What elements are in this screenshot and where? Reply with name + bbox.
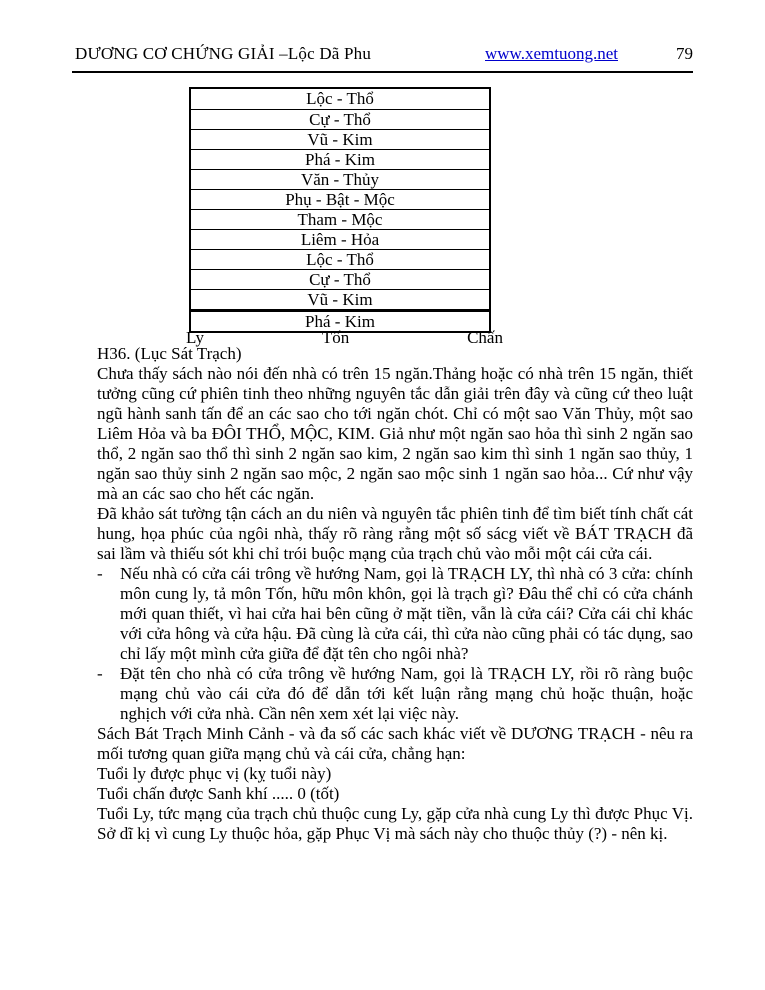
bullet-marker: - xyxy=(97,564,103,583)
bullet-marker: - xyxy=(97,664,103,683)
table-row: Lộc - Thổ xyxy=(191,249,489,269)
document-title: DƯƠNG CƠ CHỨNG GIẢI –Lộc Dã Phu xyxy=(75,44,372,63)
page-number: 79 xyxy=(676,44,693,63)
note-line: Tuổi chấn được Sanh khí ..... 0 (tốt) xyxy=(97,784,340,803)
paragraph: Tuổi Ly, tức mạng của trạch chủ thuộc cung Ly, gặp cửa nhà cung Ly thì được Phục Vị. Sở dĩ kị vì cung Ly thuộc hỏa, gặp Phục Vị mà sách này cho thuộc thủy (?) - nên kị. xyxy=(97,804,693,843)
note-line: Tuổi ly được phục vị (kỵ tuổi này) xyxy=(97,764,332,783)
paragraph: Đã khảo sát tường tận cách an du niên và nguyên tắc phiên tinh để tìm biết tính chất cát hung, họa phúc của ngôi nhà, thấy rõ ràng rằng một số sácg viết về BÁT TRẠCH đã sai lầm và thiếu sót khi chỉ trói buộc mạng của trạch chủ vào mỗi một cái cửa cái. xyxy=(97,504,693,563)
list-item-text: Đặt tên cho nhà có cửa trông về hướng Nam, gọi là TRẠCH LY, rồi rõ ràng buộc mạng chủ vào cái cửa đó để dẫn tới kết luận rằng mạng chủ hoặc thuận, hoặc nghịch với cửa nhà. Cần nên xem xét lại việc này. xyxy=(120,664,693,723)
table-row: Văn - Thủy xyxy=(191,169,489,189)
table-row: Liêm - Hỏa xyxy=(191,229,489,249)
star-element-table xyxy=(189,87,491,333)
paragraph: Sách Bát Trạch Minh Cảnh - và đa số các sach khác viết về DƯƠNG TRẠCH - nêu ra mối tương quan giữa mạng chủ và cái cửa, chẳng hạn: xyxy=(97,724,693,763)
table-row: Lộc - Thổ xyxy=(306,89,374,108)
table-row: Phá - Kim xyxy=(191,309,489,331)
trigram-label-ly: Ly xyxy=(186,328,204,347)
table-row: Cự - Thổ xyxy=(191,109,489,129)
table-row: Vũ - Kim xyxy=(191,129,489,149)
table-row: Phụ - Bật - Mộc xyxy=(191,189,489,209)
paragraph: Chưa thấy sách nào nói đến nhà có trên 15 ngăn.Thảng hoặc có nhà trên 15 ngăn, thiết tưởng cũng cứ phiên tinh theo những nguyên tắc dẫn giải trên đây và cũng cứ theo luật ngũ hành sanh tấn để an các sao cho tới ngăn chót. Chỉ có một sao Văn Thủy, một sao Liêm Hỏa và ba ĐÔI THỔ, MỘC, KIM. Giả như một ngăn sao hỏa thì sinh 2 ngăn sao thổ, 2 ngăn sao thổ thì sinh 2 ngăn sao kim, 2 ngăn sao kim thì sinh 1 ngăn sao thủy, 1 ngăn sao thủy sinh 2 ngăn sao mộc, 2 ngăn sao mộc sinh 1 ngăn sao hỏa... Cứ như vậy mà an các sao cho hết các ngăn. xyxy=(97,364,693,503)
page-header xyxy=(75,44,693,66)
trigram-label-chan: Chấn xyxy=(467,328,503,347)
list-item xyxy=(97,564,693,664)
table-row: Vũ - Kim xyxy=(191,289,489,309)
list-item-text: Nếu nhà có cửa cái trông về hướng Nam, gọi là TRẠCH LY, thì nhà có 3 cửa: chính môn cung ly, tả môn Tốn, hữu môn khôn, gọi là trạch gì? Đâu thể chỉ có cửa chánh mới quan thiết, vì hai cửa hai bên cũng ở mặt tiền, vẫn là cửa cái? Cửa cái chỉ khác với cửa hông và cửa hậu. Đã cùng là cửa cái, thì cửa nào cũng phải có tác dụng, sao chỉ lấy một mình cửa giữa để đặt tên cho ngôi nhà? xyxy=(120,564,693,663)
website-link[interactable]: www.xemtuong.net xyxy=(485,44,618,63)
figure-caption: H36. (Lục Sát Trạch) xyxy=(97,344,242,363)
table-row: Phá - Kim xyxy=(191,149,489,169)
body-text xyxy=(97,344,693,844)
trigram-label-ton: Tốn xyxy=(321,328,350,347)
table-row: Cự - Thổ xyxy=(191,269,489,289)
list-item xyxy=(97,664,693,724)
header-divider xyxy=(72,71,693,73)
table-row: Tham - Mộc xyxy=(191,209,489,229)
